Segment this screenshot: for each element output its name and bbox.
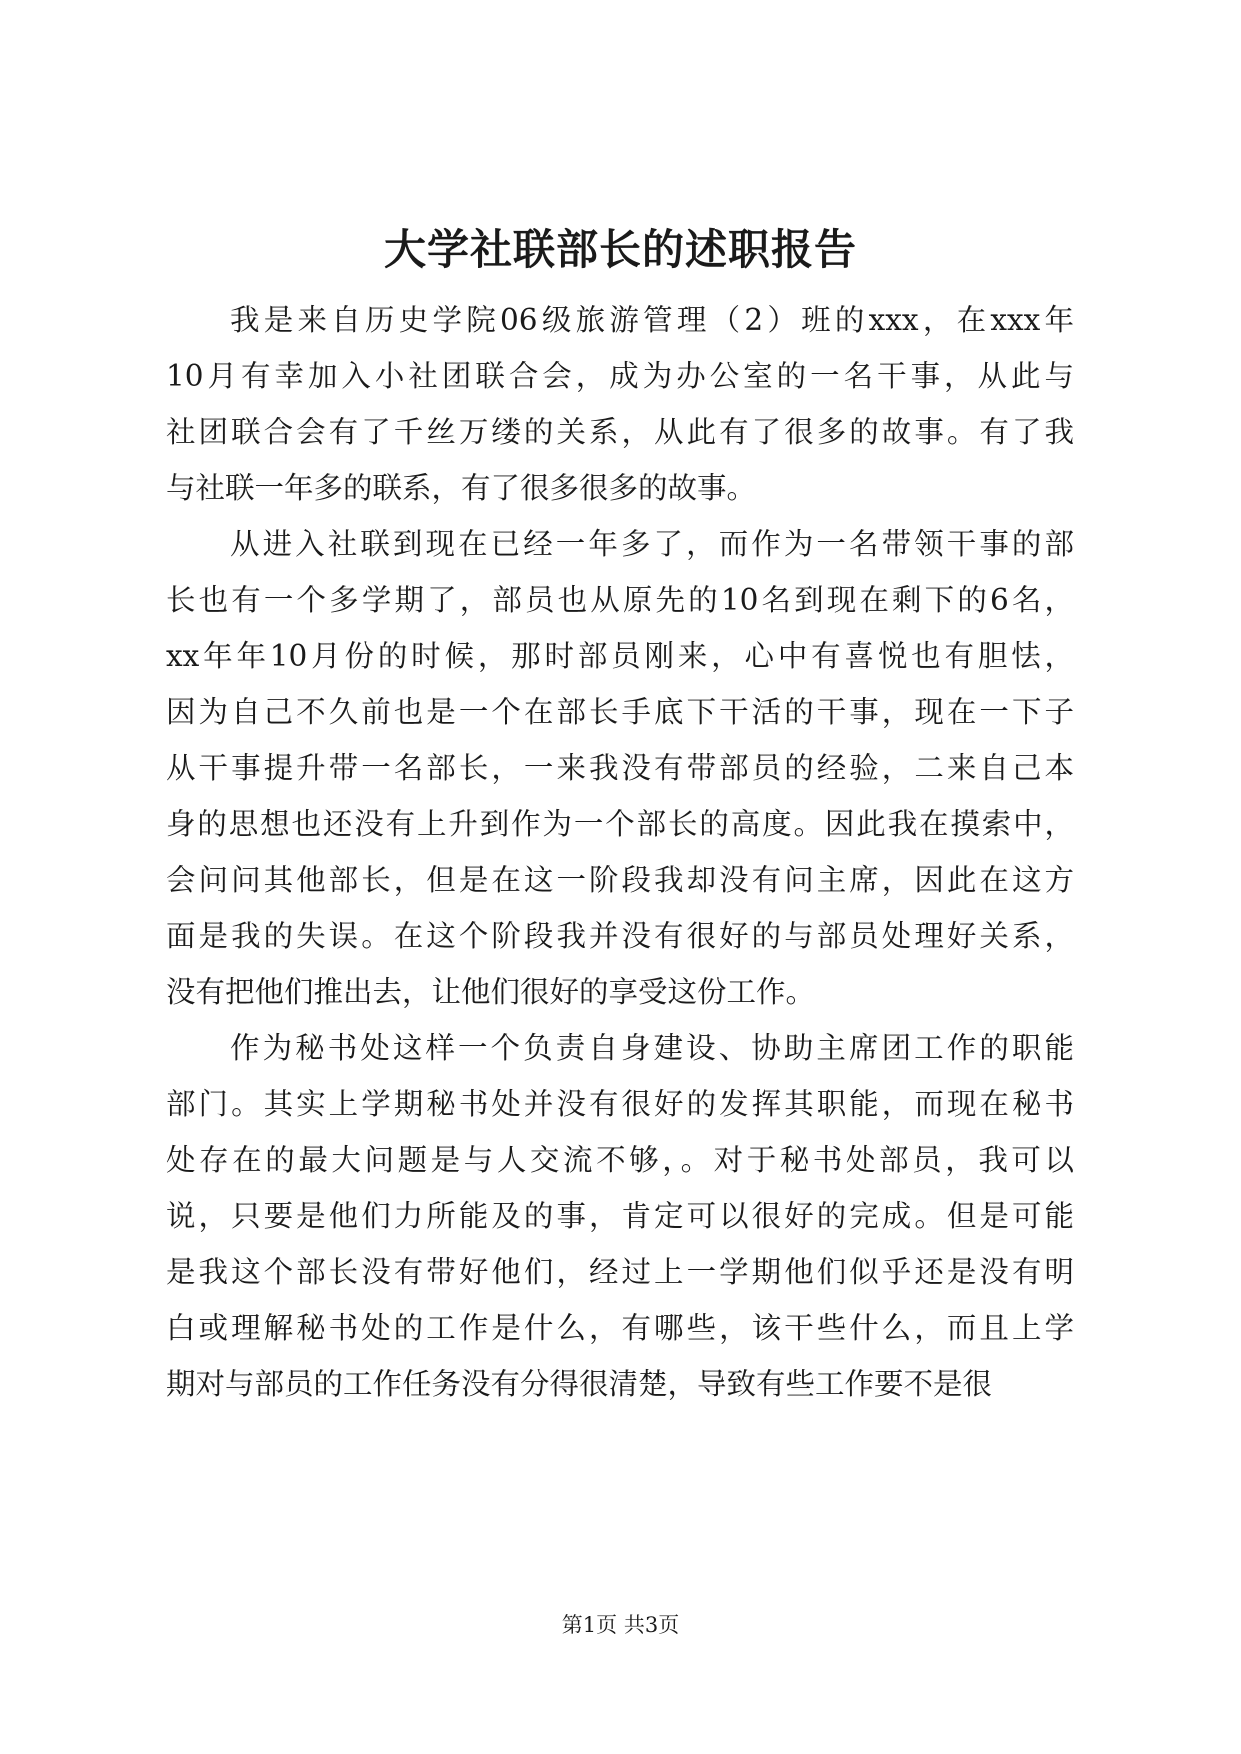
text-line: 与社联一年多的联系，有了很多很多的故事。 xyxy=(166,471,757,505)
text-line: 说，只要是他们力所能及的事，肯定可以很好的完成。但是可能 xyxy=(166,1199,1074,1233)
paragraph xyxy=(166,292,1074,516)
text-line: 会问问其他部长，但是在这一阶段我却没有问主席，因此在这方 xyxy=(166,863,1074,897)
text-line: xx年年10月份的时候，那时部员刚来，心中有喜悦也有胆怯， xyxy=(166,639,1074,673)
text-line: 期对与部员的工作任务没有分得很清楚，导致有些工作要不是很 xyxy=(166,1367,993,1401)
text-line: 作为秘书处这样一个负责自身建设、协助主席团工作的职能 xyxy=(230,1031,1074,1065)
text-line: 没有把他们推出去，让他们很好的享受这份工作。 xyxy=(166,975,816,1009)
paragraph xyxy=(166,1020,1074,1412)
text-line: 白或理解秘书处的工作是什么，有哪些，该干些什么，而且上学 xyxy=(166,1311,1074,1345)
document-body xyxy=(166,292,1074,1412)
page-footer: 第1页 共3页 xyxy=(561,1613,680,1637)
paragraph xyxy=(166,516,1074,1020)
text-line: 处存在的最大问题是与人交流不够，。对于秘书处部员，我可以 xyxy=(166,1143,1074,1177)
text-line: 因为自己不久前也是一个在部长手底下干活的干事，现在一下子 xyxy=(166,695,1074,729)
text-line: 身的思想也还没有上升到作为一个部长的高度。因此我在摸索中， xyxy=(166,807,1074,841)
text-line: 我是来自历史学院06级旅游管理（2）班的xxx，在xxx年 xyxy=(230,303,1074,337)
document-title: 大学社联部长的述职报告 xyxy=(383,225,857,274)
text-line: 从进入社联到现在已经一年多了，而作为一名带领干事的部 xyxy=(230,527,1074,561)
text-line: 长也有一个多学期了，部员也从原先的10名到现在剩下的6名， xyxy=(166,583,1074,617)
text-line: 社团联合会有了千丝万缕的关系，从此有了很多的故事。有了我 xyxy=(166,415,1074,449)
text-line: 部门。其实上学期秘书处并没有很好的发挥其职能，而现在秘书 xyxy=(166,1087,1074,1121)
text-line: 是我这个部长没有带好他们，经过上一学期他们似乎还是没有明 xyxy=(166,1255,1074,1289)
text-line: 面是我的失误。在这个阶段我并没有很好的与部员处理好关系， xyxy=(166,919,1074,953)
text-line: 从干事提升带一名部长，一来我没有带部员的经验，二来自己本 xyxy=(166,751,1074,785)
text-line: 10月有幸加入小社团联合会，成为办公室的一名干事，从此与 xyxy=(166,359,1074,393)
